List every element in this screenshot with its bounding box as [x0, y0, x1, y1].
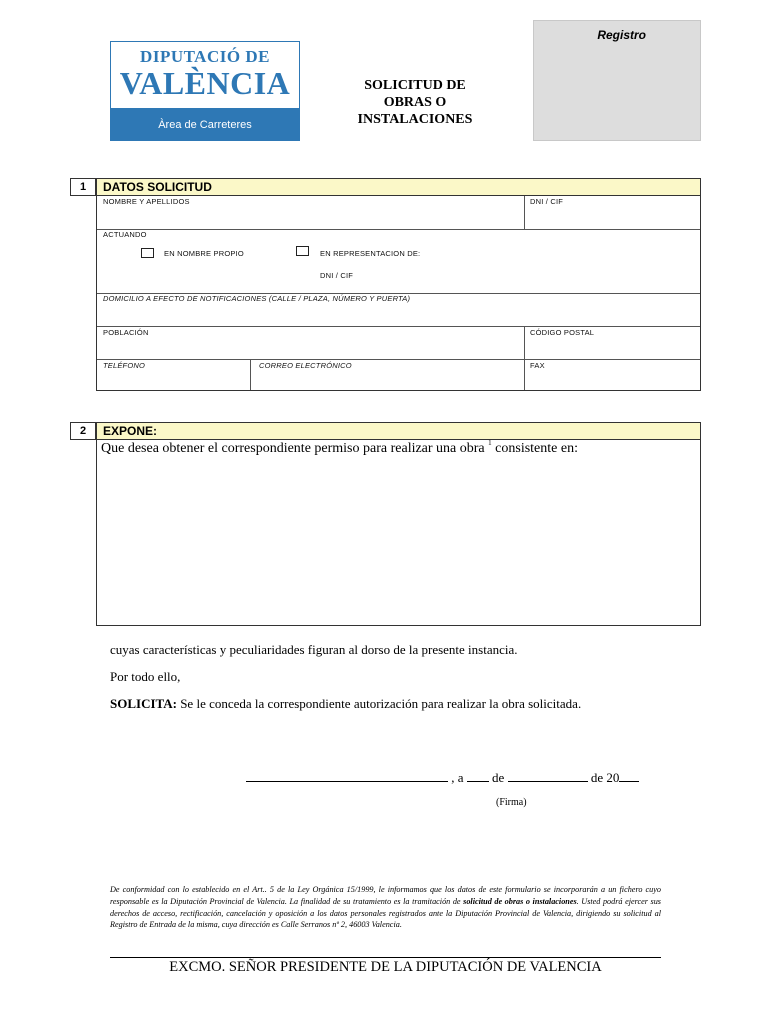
- actuando-label: ACTUANDO: [103, 230, 147, 239]
- legal-text-bold: solicitud de obras o instalaciones: [463, 896, 577, 906]
- legal-text-2: . Usted podrá ejercer sus derechos de acceso, rectificación, cancelación y oposición a los datos personales registrados ante la Diputación Provincial de Valencia, dirigiendo su solicitud al Registro de Entrada de la misma, cuya dirección es Calle Serranos nº 2, 46003 Valencia.: [110, 896, 661, 930]
- divider: [250, 359, 251, 390]
- comma-a-text: , a: [451, 770, 464, 785]
- footer-divider: [110, 957, 661, 958]
- divider: [524, 326, 525, 359]
- logo-line-2: VALÈNCIA: [119, 65, 291, 101]
- firma-label: (Firma): [496, 797, 527, 808]
- solicita-paragraph: [110, 696, 581, 712]
- title-line-2: OBRAS O: [383, 95, 447, 110]
- expone-box[interactable]: [96, 440, 701, 626]
- place-blank[interactable]: [246, 770, 448, 782]
- divider: [524, 196, 525, 229]
- footnote-marker: 1: [488, 439, 492, 447]
- expone-text-end: consistente en:: [491, 441, 578, 456]
- document-title: [335, 77, 495, 128]
- registro-stamp-box: [533, 20, 701, 141]
- datos-solicitud-box: [96, 196, 701, 391]
- month-blank[interactable]: [508, 770, 588, 782]
- expone-text: [101, 441, 578, 457]
- footer-addressee: EXCMO. SEÑOR PRESIDENTE DE LA DIPUTACIÓN DE VALENCIA: [169, 959, 602, 975]
- nombre-label: NOMBRE Y APELLIDOS: [103, 197, 190, 206]
- codigo-postal-label: CÓDIGO POSTAL: [530, 328, 595, 337]
- section-2-header: EXPONE:: [96, 422, 701, 440]
- legal-text-1: De conformidad con lo establecido en el Art.. 5 de la Ley Orgánica 15/1999, le informamos que los datos de este formulario se incorporarán a un fichero cuyo responsable es la Diputación Provincial de Valencia. La finalidad de su tratamiento es la tramitación de: [110, 885, 661, 906]
- section-2-number: 2: [70, 422, 96, 440]
- day-blank[interactable]: [467, 770, 489, 782]
- domicilio-label: DOMICILIO A EFECTO DE NOTIFICACIONES (CALLE / PLAZA, NÚMERO Y PUERTA): [103, 294, 411, 303]
- diputacio-logo: [110, 41, 300, 141]
- correo-label: CORREO ELECTRÓNICO: [259, 361, 352, 370]
- solicita-text: Se le conceda la correspondiente autorización para realizar la obra solicitada.: [176, 696, 582, 711]
- solicita-label: SOLICITA:: [110, 696, 177, 711]
- expone-text-start: Que desea obtener el correspondiente permiso para realizar una obra: [101, 441, 489, 456]
- logo-line-3: Àrea de Carreteres: [158, 119, 252, 131]
- por-todo-ello-text: Por todo ello,: [110, 669, 181, 684]
- telefono-label: TELÉFONO: [103, 361, 146, 370]
- section-1-header: DATOS SOLICITUD: [96, 178, 701, 196]
- representacion-checkbox[interactable]: [296, 246, 309, 256]
- nombre-propio-label: EN NOMBRE PROPIO: [164, 249, 244, 258]
- divider: [97, 229, 700, 230]
- year-blank[interactable]: [619, 770, 639, 782]
- section-1-number: 1: [70, 178, 96, 196]
- dni-representacion-label: DNI / CIF: [320, 271, 354, 280]
- registro-label: Registro: [597, 28, 646, 42]
- divider: [97, 326, 700, 327]
- caracteristicas-text: cuyas características y peculiaridades figuran al dorso de la presente instancia.: [110, 642, 518, 657]
- logo-line-1: DIPUTACIÓ DE: [140, 47, 270, 66]
- de-text-1: de: [492, 770, 505, 785]
- de-text-2: de 20: [590, 770, 620, 785]
- representacion-label: EN REPRESENTACION DE:: [320, 249, 421, 258]
- legal-notice: [110, 884, 661, 931]
- poblacion-label: POBLACIÓN: [103, 328, 149, 337]
- dni-label: DNI / CIF: [530, 197, 564, 206]
- signature-line: [246, 770, 639, 786]
- divider: [97, 359, 700, 360]
- divider: [524, 359, 525, 390]
- title-line-3: INSTALACIONES: [357, 112, 473, 127]
- nombre-propio-checkbox[interactable]: [141, 248, 154, 258]
- title-line-1: SOLICITUD DE: [364, 78, 466, 93]
- fax-label: FAX: [530, 361, 545, 370]
